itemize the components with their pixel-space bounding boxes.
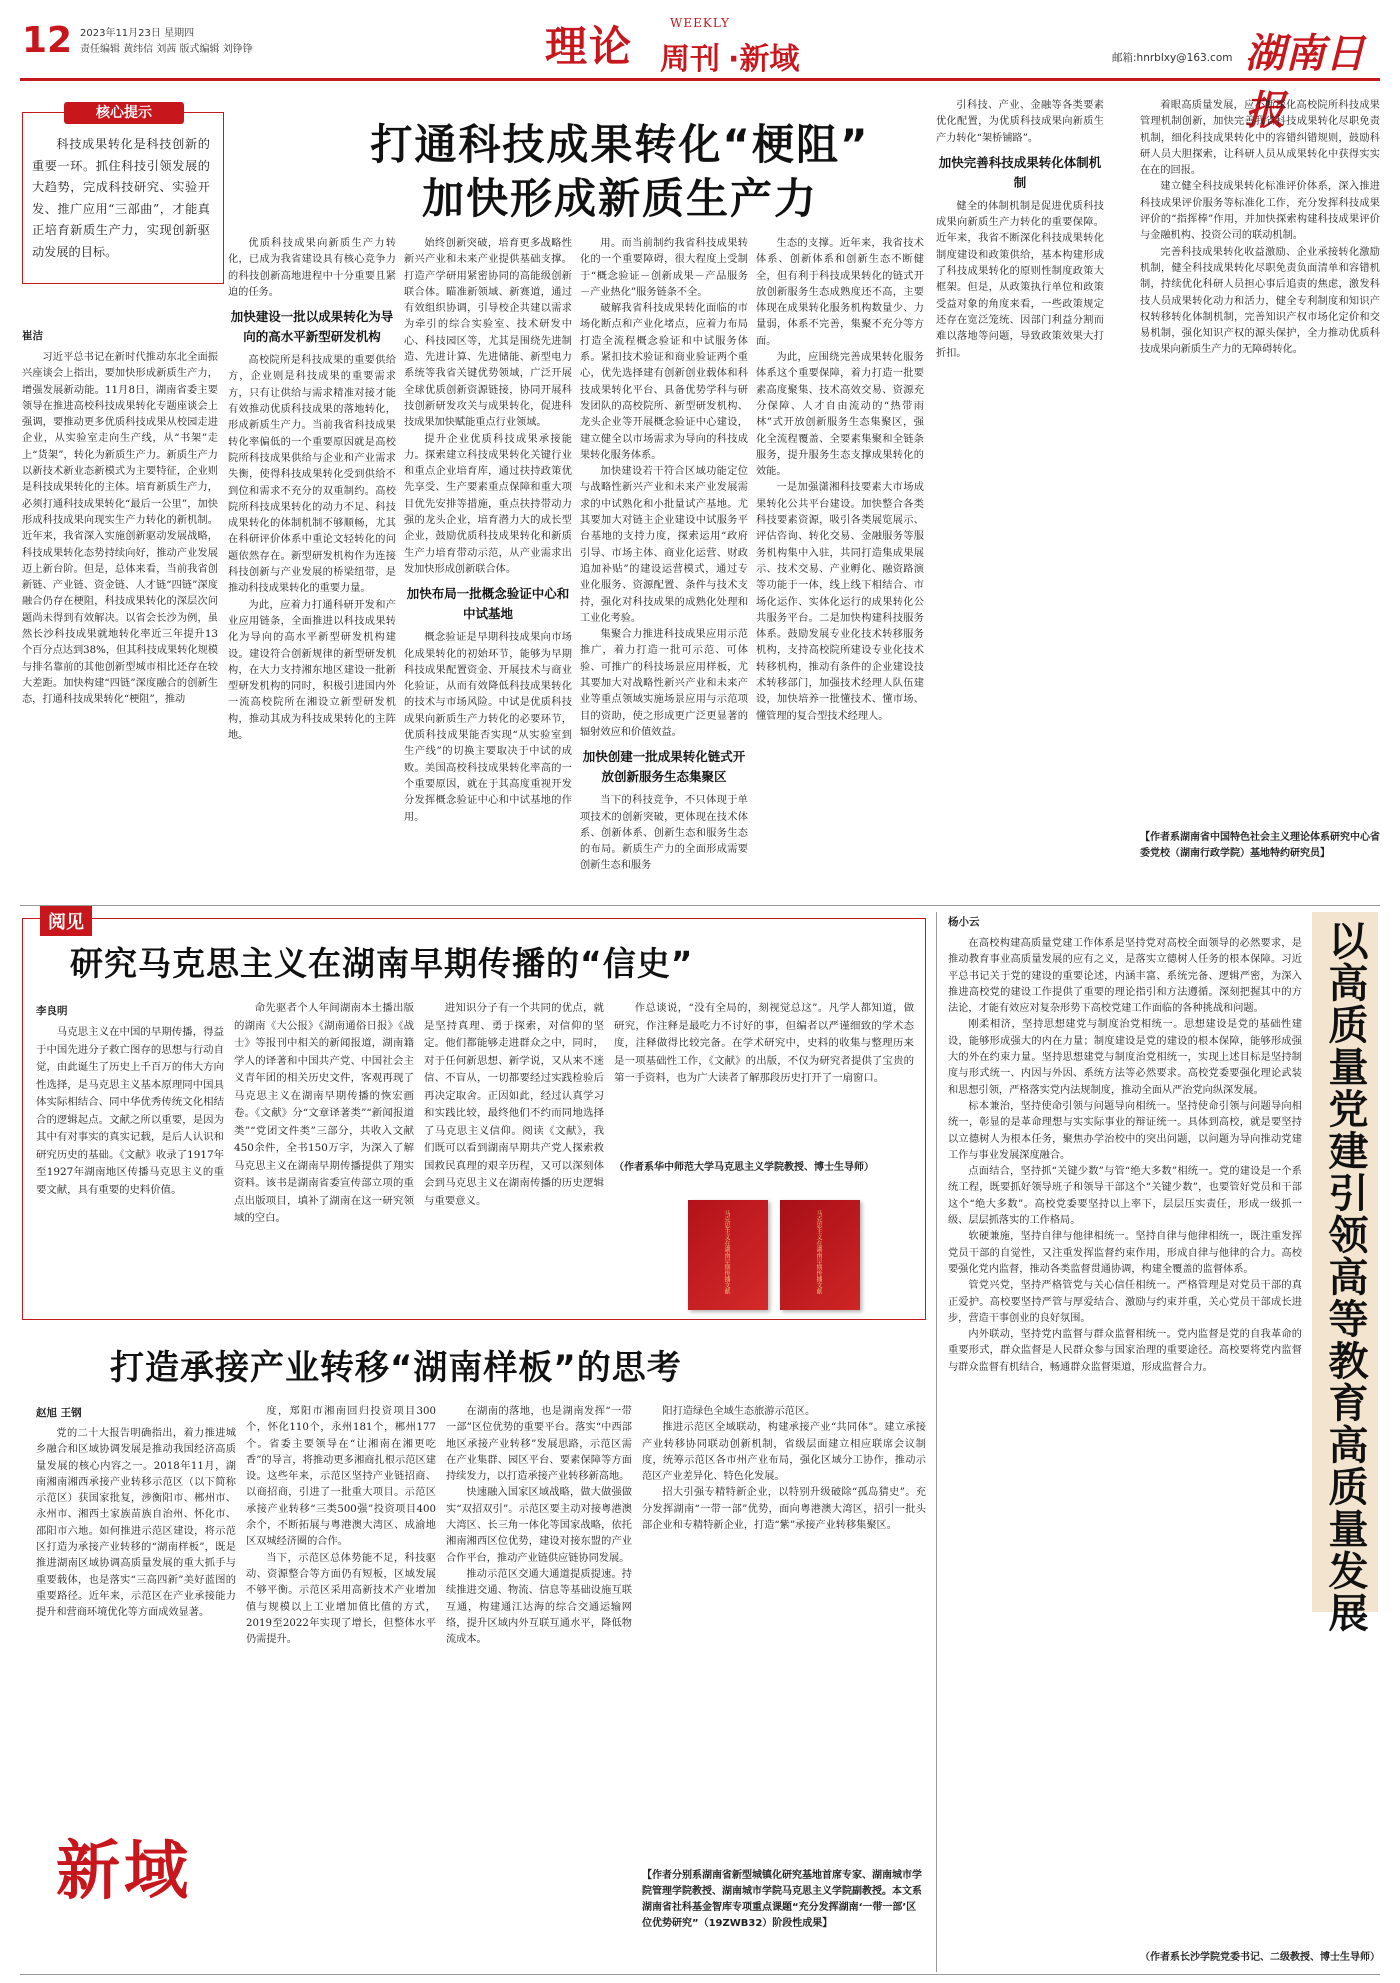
- article1-col4-para: 当下的科技竞争，不只体现于单项技术的创新突破，更体现在技术体系、创新体系、创新生态和服务生态的布局。新质生产力的全面形成需要创新生态和服务: [580, 795, 748, 872]
- article4-author-note: 【作者分别系湖南省新型城镇化研究基地首席专家、湖南城市学院管理学院教授、湖南城市学院马克思主义学院副教授。本文系湖南省社科基金智库专项重点课题“充分发挥湖南‘一带一部’区位优势研究”（19ZWB32）阶段性成果】: [642, 1870, 922, 1929]
- article3-author-note: （作者系长沙学院党委书记、二级教授、博士生导师）: [1140, 1952, 1380, 1963]
- section-divider: [20, 905, 1380, 906]
- article1-col2-para: 为此，应着力打通科研开发和产业应用链条，全面推进以科技成果转化为导向的高水平新型研发机构建设。建设符合创新规律的新型研发机构，在大力支持湘东地区建设一批新型研发机构的同时，积极引进国内外一流高校院所在湘设立新型研发机构，推动其成为科技成果转化的主阵地。: [228, 599, 396, 742]
- article4-col3-para: 在湖南的落地，也是湖南发挥“一带一部”区位优势的重要平台。落实“中西部地区承接产业转移”发展思路，示范区需在产业集群、园区平台、要素保障等方面持续发力，以打造承接产业转移新高地。: [446, 1406, 632, 1483]
- page-number: 12: [22, 20, 73, 61]
- article3-para: 标本兼治，坚持使命引领与问题导向相统一。坚持使命引领与问题导向相统一，彰显的是革命理想与实实际事业的辩证统一。具体到高校，就是要坚持以立德树人为根本任务，聚焦办学治校中的突出问题，以问题为导向推动党建工作与事业发展深度融合。: [948, 1100, 1302, 1161]
- article4-col2-para: 当下，示范区总体势能不足，科技驱动、资源整合等方面仍有短板，区域发展不够平衡。示范区采用高新技术产业增加值与规模以上工业增加值比值的方式，2019至2022年实现了增长，但整体水平仍需提升。: [246, 1552, 436, 1646]
- article4-author: 赵旭 王钢: [36, 1407, 82, 1419]
- section-title: 理论: [545, 22, 634, 71]
- editors-line: 责任编辑 黄纬信 刘茜 版式编辑 刘铮铮: [80, 44, 253, 55]
- article2-author-note: （作者系华中师范大学马克思主义学院教授、博士生导师）: [614, 1162, 874, 1173]
- article4-col4-para: 推进示范区全域联动，构建承接产业“共同体”。建立承接产业转移协同联动创新机制，省级层面建立相应联席会议制度，统筹示范区各市州产业布局，强化区域分工协作，推动示范区产业差异化、特色化发展。: [642, 1422, 926, 1483]
- article1-col3: [404, 236, 572, 896]
- article1-col2: [228, 236, 396, 896]
- article1-col6-cont: [1140, 98, 1380, 898]
- book-cover-image: [688, 1200, 768, 1310]
- article1-col3-para: 概念验证是早期科技成果向市场化成果转化的初始环节，能够为早期科技成果配置资金、开展技术与商业化验证，从而有效降低科技成果转化的技术与市场风险。中试是优质科技成果向新质生产力转化的必要环节，优质科技成果能否实现“从实验室到生产线”的切换主要取决于中试的成败。美国高校科技成果转化率高的一个重要原因，就在于其高度重视开发分发挥概念验证中心和中试基地的作用。: [404, 632, 572, 823]
- article2-col4: 作总谈说，“没有全局的，刻视觉总这”。凡学人都知道，做研究，作注释是最吃力不讨好的事，但编者以严谨细致的学术态度，注释做得比较完备。在学术研究中，史料的收集与整理历来是一项基础性工作，《文献》的出版，不仅为研究者提供了宝贵的第一手资料，也为广大读者了解那段历史打开了一扇窗口。: [614, 1002, 914, 1084]
- core-tip-text: 科技成果转化是科技创新的重要一环。抓住科技引领发展的大趋势，完成科技研究、实验开发、推广应用“三部曲”，才能真正培育新质生产力，实现创新驱动发展的目标。: [32, 137, 210, 259]
- article1-col6-para: 建立健全科技成果转化标准评价体系，深入推进科技成果评价服务等标准化工作，充分发挥科技成果评价的“指挥棒”作用，并加快探索构建科技成果评价与金融机构、投资公司的联动机制。: [1140, 181, 1380, 242]
- article1-col5-para: 生态的支撑。近年来，我省技术体系、创新体系和创新生态不断健全，但有利于科技成果转化的链式开放创新服务生态成熟度还不高，主要体现在成果转化服务机构数量少、力量弱，体系不完善，集聚不充分等方面。: [756, 238, 924, 347]
- article1-col6-para: 完善科技成果转化收益激励、企业承接转化激励机制，健全科技成果转化尽职免责负面清单和容错机制，持续优化科研人员担心事后追责的焦虑，激发科技人员成果转化动力和活力，健全专利制度和知识产权转移转化体制机制，完善知识产权市场化定价和交易机制，强化知识产权的源头保护，全力推动优质科技成果向新质生产力的无障碍转化。: [1140, 246, 1380, 356]
- article3-para: 软硬兼施，坚持自律与他律相统一。坚持自律与他律相统一，既注重发挥党员干部的自觉性，又注重发挥监督约束作用，形成自律与他律的合力。高校要强化党内监督，推动各类监督贯通协调，构建全覆盖的监督体系。: [948, 1231, 1302, 1275]
- article1-col4-para: 集聚合力推进科技成果应用示范推广，着力打造一批可示范、可体验、可推广的科技场景应用样板，尤其要加大对战略性新兴产业和未来产业等重点领域实施场景应用与示范项目的资助，使之形成更广泛更显著的辐射效应和价值效益。: [580, 629, 748, 738]
- weekly-en: WEEKLY: [670, 16, 730, 30]
- article4-col2: [246, 1404, 436, 1969]
- article1-subhead-4: 加快完善科技成果转化体制机制: [938, 154, 1102, 190]
- article2-col2: 命先驱者个人年间湖南本土播出版的湖南《大公报》《湖南通俗日报》《战士》等报刊中相关的新闻报道，湖南籍学人的译著和中国共产党、中国社会主义青年团的相关历史文件，客观再现了马克思主义在湖南早期传播的恢宏画卷。《文献》分“文章译著类”“新闻报道类”“党团文件类”三部分，共收入文献450余件，全书150万字，为深入了解马克思主义在湖南早期传播提供了翔实资料。该书是湖南省委宣传部立项的重点出版项目，填补了湖南在这一研究领域的空白。: [234, 1002, 414, 1224]
- article1-title-line2: 加快形成新质生产力: [421, 174, 818, 223]
- article1-col1: 习近平总书记在新时代推动东北全面振兴座谈会上指出，要加快形成新质生产力，增强发展新动能。11月8日，湖南省委主要领导在推进高校科技成果转化专题座谈会上强调，要推动更多优质科技成果从校园走进企业，从实验室走向生产线，从“书架”走上“货架”，转化为新质生产力。新质生产力以新技术新业态新模式为主要特征，企业则是科技成果转化的主体。培育新质生产力，必须打通科技成果转化“最后一公里”，加快形成科技成果向现实生产力转化的新机制。近年来，我省深入实施创新驱动发展战略，科技成果转化态势持续向好，推动产业发展迈上新台阶。但是，总体来看，当前我省创新链、产业链、资金链、人才链“四链”深度融合仍存在梗阻，科技成果转化的深层次问题尚未得到有效解决。以省会长沙为例，虽然长沙科技成果就地转化率近三年提升13个百分点达到38%，但其科技成果转化规模与排名靠前的其他创新型城市相比还存在较大差距。加快构建“四链”深度融合的创新生态，打通科技成果转化“梗阻”，推动: [22, 352, 218, 706]
- email: 邮箱:hnrblxy@163.com: [1112, 52, 1233, 64]
- article4-col3-para: 推动示范区交通大通道提质提速。持续推进交通、物流、信息等基础设施互联互通，构建通江达海的综合交通运输网络，提升区域内外互联互通水平，降低物流成本。: [446, 1568, 632, 1646]
- article1-col5-para: 为此，应围绕完善成果转化服务体系这个重要保障，着力打造一批要素高度聚集、技术高效交易、资源充分保障、人才自由流动的“热带雨林”式开放创新服务生态集聚区，强化全流程覆盖、全要素集聚和全链条服务，提升服务生态支撑成果转化的效能。: [756, 352, 924, 478]
- article3-author: 杨小云: [948, 916, 980, 928]
- article1-col3-para: 提升企业优质科技成果承接能力。探索建立科技成果转化关键行业和重点企业培育库，通过扶持政策优先享受、生产要素重点保障和重大项目优先安排等措施，重点扶持带动力强的龙头企业，培育潜力大的成长型企业，鼓励优质科技成果转化和新质生产力培育带动示范，从产业需求出发加快形成创新联合体。: [404, 433, 572, 575]
- book-cover-title: 马克思主义在湖南早期传播文献: [815, 1210, 822, 1294]
- article4-col4-para: 招大引强专精特新企业，以特别升级破除“孤岛猜史”。充分发挥湖南“一带一部”优势，面向粤港澳大湾区，招引一批头部企业和专精特新企业，打造“紫”承接产业转移集聚区。: [642, 1487, 926, 1532]
- article1-col5-para: 一是加强潇湘科技要素大市场成果转化公共平台建设。加快整合各类科技要素资源，吸引各类展览展示、评估咨询、转化交易、金融服务等服务机构集中入驻，共同打造集成果展示、技术交易、产业孵化、融资路演等功能于一体，线上线下相结合、市场化运作、实体化运行的成果转化公共服务平台。二是加快构建科技服务体系。鼓励发展专业化技术转移服务机构，支持高校院所建设专业化技术转移机构，推动有条件的企业建设技术转移部门，加强技术经理人队伍建设，加快培养一批懂技术、懂市场、懂管理的复合型技术经理人。: [756, 482, 924, 722]
- footer-rule: [20, 1974, 1380, 1975]
- article4-col4: [642, 1404, 926, 1864]
- article3-title: 以高质量党建引领高等教育高质量发展: [1322, 920, 1368, 1634]
- article1-title-line1: 打通科技成果转化“梗阻”: [370, 120, 870, 169]
- article3-para: 点面结合，坚持抓“关键少数”与管“绝大多数”相统一。党的建设是一个系统工程，既要抓好领导班子和领导干部这个“关键少数”，也要管好党员和干部这个“绝大多数”。高校党委要坚持以上率下，层层压实责任，形成一级抓一级、层层抓落实的工作格局。: [948, 1166, 1302, 1227]
- article1-col6-para: 引科技、产业、金融等各类要素优化配置，为优质科技成果向新质生产力转化“架桥铺路”。: [936, 100, 1104, 144]
- right-column-divider: [936, 912, 937, 1972]
- article1-col4-para: 用。而当前制约我省科技成果转化的一个重要障碍，很大程度上受制于“概念验证－创新成果－产品服务－产业热化”服务链条不全。: [580, 238, 748, 298]
- header-rule: [20, 78, 1380, 81]
- sub-section: ·新域: [728, 42, 800, 77]
- article3-para: 刚柔相济，坚持思想建党与制度治党相统一。思想建设是党的基础性建设，能够形成强大的内在力量；制度建设是党的建设的根本保障，能够形成强大的外在约束力量。坚持思想建党与制度治党相统一，实现上述目标是坚持制度与形式统一、内因与外因、系统方法等必然要求。高校党委要强化理论武装和思想引领，严格落实党内法规制度，推动全面从严治党向纵深发展。: [948, 1019, 1302, 1096]
- review-label: 阅见: [40, 906, 92, 936]
- book-cover-image-2: [780, 1200, 860, 1310]
- book-cover-title: 马克思主义在湖南早期传播文献: [723, 1210, 730, 1294]
- article2-col3: 进知识分子有一个共同的优点，就是坚持真理、勇于探索，对信仰的坚定。他们都能够走进群众之中，同时，对于任何新思想、新学说，又从来不迷信、不盲从，一切都要经过实践检验后再决定取舍。正因如此，经过认真学习和实践比较，最终他们不约而同地选择了马克思主义信仰。阅读《文献》，我们既可以看到湖南早期共产党人探索救国救民真理的艰辛历程，又可以深刻体会到马克思主义在湖南传播的历史逻辑与重要意义。: [424, 1002, 604, 1207]
- article1-col6-para: 着眼高质量发展，应不断深化高校院所科技成果管理机制创新，加快完善我省科技成果转化尽职免责机制，细化科技成果转化中的容错纠错规则，鼓励科研人员大胆探索，让科研人员从成果转化中获得实实在在的回报。: [1140, 100, 1380, 177]
- article1-author: 崔洁: [22, 330, 43, 342]
- article2-title: 研究马克思主义在湖南早期传播的“信史”: [70, 944, 694, 983]
- article1-col4-para: 破解我省科技成果转化面临的市场化断点和产业化堵点，应着力布局打造全流程概念验证和中试服务体系。紧扣技术验证和商业验证两个重心，优先选择建有创新创业载体和科技成果转化平台、具备优势学科与研发团队的高校院所、新型研发机构、龙头企业等开展概念验证中心建设，建立健全以市场需求为导向的科技成果转化服务体系。: [580, 303, 748, 461]
- article1-col2-para: 优质科技成果向新质生产力转化，已成为我省建设具有核心竞争力的科技创新高地进程中十分重要且紧迫的任务。: [228, 238, 396, 298]
- article4-title: 打造承接产业转移“湖南样板”的思考: [110, 1348, 682, 1388]
- article1-col5: [756, 236, 924, 896]
- article3-body: [948, 936, 1302, 1946]
- masthead-logo: 湖南日报: [1245, 30, 1365, 134]
- article4-col3: [446, 1404, 632, 1969]
- core-tip-label: 核心提示: [64, 102, 184, 124]
- footer-logo-box: [36, 1780, 226, 1960]
- article1-author-note: 【作者系湖南省中国特色社会主义理论体系研究中心省委党校（湖南行政学院）基地特约研究员】: [1140, 832, 1380, 859]
- article1-col3-para: 始终创新突破，培育更多战略性新兴产业和未来产业提供基础支撑。打造产学研用紧密协同的高能级创新联合体。瞄准新领域、新赛道，通过有效组织协调，引导校企共建以需求为牵引的综合实验室、技术研发中心、科技园区等，尤其是围绕先进制造、先进计算、先进储能、新型电力系统等我省关键优势领域，广泛开展全球优质创新资源链接，协同开展科技创新研发攻关与成果转化，促进科技成果加快赋能重点行业领域。: [404, 238, 572, 429]
- article1-subhead-2: 加快布局一批概念验证中心和中试基地: [406, 586, 570, 622]
- article1-subhead-1: 加快建设一批以成果转化为导向的高水平新型研发机构: [230, 309, 394, 345]
- article1-col2-para: 高校院所是科技成果的重要供给方，企业则是科技成果的重要需求方，只有让供给与需求精准对接才能有效推动优质科技成果的落地转化，形成新质生产力。当前我省科技成果转化率偏低的一个重要原因就是高校院所科技成果供给与企业和产业需求失衡，使得科技成果转化受到供给不到位和需求不充分的双重制约。高校院所科技成果转化的动力不足、科技成果转化的体制机制不够顺畅，尤其在科研评价体系中重论文轻转化的问题依然存在。新型研发机构作为连接科技创新与产业发展的桥梁纽带，是推动科技成果转化的重要力量。: [228, 355, 396, 595]
- article1-col4: [580, 236, 748, 896]
- weekly-label: 周刊: [660, 42, 720, 77]
- article2-col1: 马克思主义在中国的早期传播，得益于中国先进分子救亡图存的思想与行动自觉，由此诞生了历史上千百万的伟大方向性选择，是马克思主义基本原理同中国具体实际相结合、同中华优秀传统文化相结合的逻辑起点。文献之所以重要，是因为其中有对事实的真实记载，是后人认识和研究历史的基础。《文献》收录了1917年至1927年湖南地区传播马克思主义的重要文献，具有重要的史料价值。: [36, 1026, 224, 1196]
- article4-col3-para: 快速融入国家区域战略，做大做强做实“双招双引”。示范区要主动对接粤港澳大湾区、长三角一体化等国家战略，依托湘南湘西区位优势，建设对接东盟的产业合作平台，推动产业链供应链协同发展。: [446, 1487, 632, 1564]
- article3-para: 管党兴党，坚持严格管党与关心信任相统一。严格管理是对党员干部的真正爱护。高校要坚持严管与厚爱结合、激励与约束并重，关心党员干部成长进步，营造干事创业的良好氛围。: [948, 1280, 1302, 1324]
- article3-para: 在高校构建高质量党建工作体系是坚持党对高校全面领导的必然要求，是推动教育事业高质量发展的应有之义，是落实立德树人任务的根本保障。习近平总书记关于党的建设的重要论述，内涵丰富、系统完备、逻辑严密，为深入推进高校党的建设工作提供了重要的理论指引和方法遵循。深刻把握其中的方法论，才能有效应对复杂形势下高校党建工作面临的各种挑战和问题。: [948, 938, 1302, 1015]
- article1-col6-para: 健全的体制机制是促进优质科技成果向新质生产力转化的重要保障。近年来，我省不断深化科技成果转化制度建设和政策供给，基本构建形成了科技成果转化的原则性制度政策大框架。但是，从政策执行单位和政策受益对象的角度来看，一些政策规定还存在宽泛笼统、因部门利益分割而难以落地等问题，导致政策效果大打折扣。: [936, 200, 1104, 359]
- article2-author: 李良明: [36, 1005, 68, 1017]
- article1-subhead-3: 加快创建一批成果转化链式开放创新服务生态集聚区: [582, 749, 746, 785]
- article1-col4-para: 加快建设若干符合区域功能定位与战略性新兴产业和未来产业发展需求的中试熟化和小批量试产基地。尤其要加大对链主企业建设中试服务平台基地的支持力度，探索运用“政府引导、市场主体、商业化运营、财政追加补贴”的建设运营模式，通过专业化服务、资源配置、条件与技术支持，强化对科技成果的成熟化处理和工业化考验。: [580, 466, 748, 624]
- article3-para: 内外联动，坚持党内监督与群众监督相统一。党内监督是党的自我革命的重要形式，群众监督是人民群众参与国家治理的重要途径。高校要将党内监督与群众监督有机结合，畅通群众监督渠道，形成监督合力。: [948, 1329, 1302, 1373]
- article4-col2-para: 度，郑阳市湘南回归投资项目300个，怀化110个，永州181个，郴州177个。省委主要领导在“让湘南在湘更吃香”的导言，将推动更多湘商扎根示范区建设。这些年来，示范区坚持产业链招商、以商招商，引进了一批重大项目。示范区承接产业转移“三类500强”投资项目400余个，不断拓展与粤港澳大湾区、成渝地区双城经济圈的合作。: [246, 1406, 436, 1548]
- article4-col4-para: 阳打造绿色全域生态旅游示范区。: [662, 1406, 816, 1417]
- footer-logo: 新域: [56, 1834, 192, 1909]
- date-line: 2023年11月23日 星期四: [80, 28, 195, 39]
- article4-col1: 党的二十大报告明确指出，着力推进城乡融合和区域协调发展是推动我国经济高质量发展的核心内容之一。2018年11月，湖南湘南湘西承接产业转移示范区（以下简称示范区）获国家批复，涉衡阳市、郴州市、永州市、湘西土家族苗族自治州、怀化市、邵阳市六地。如何推进示范区建设，将示范区打造为承接产业转移的“湖南样板”，既是推进湖南区域协调高质量发展的重大抓手与重要载体，也是落实“三高四新”美好蓝图的重要路径。近年来，示范区在产业承接能力提升和营商环境优化等方面成效显著。: [36, 1428, 236, 1619]
